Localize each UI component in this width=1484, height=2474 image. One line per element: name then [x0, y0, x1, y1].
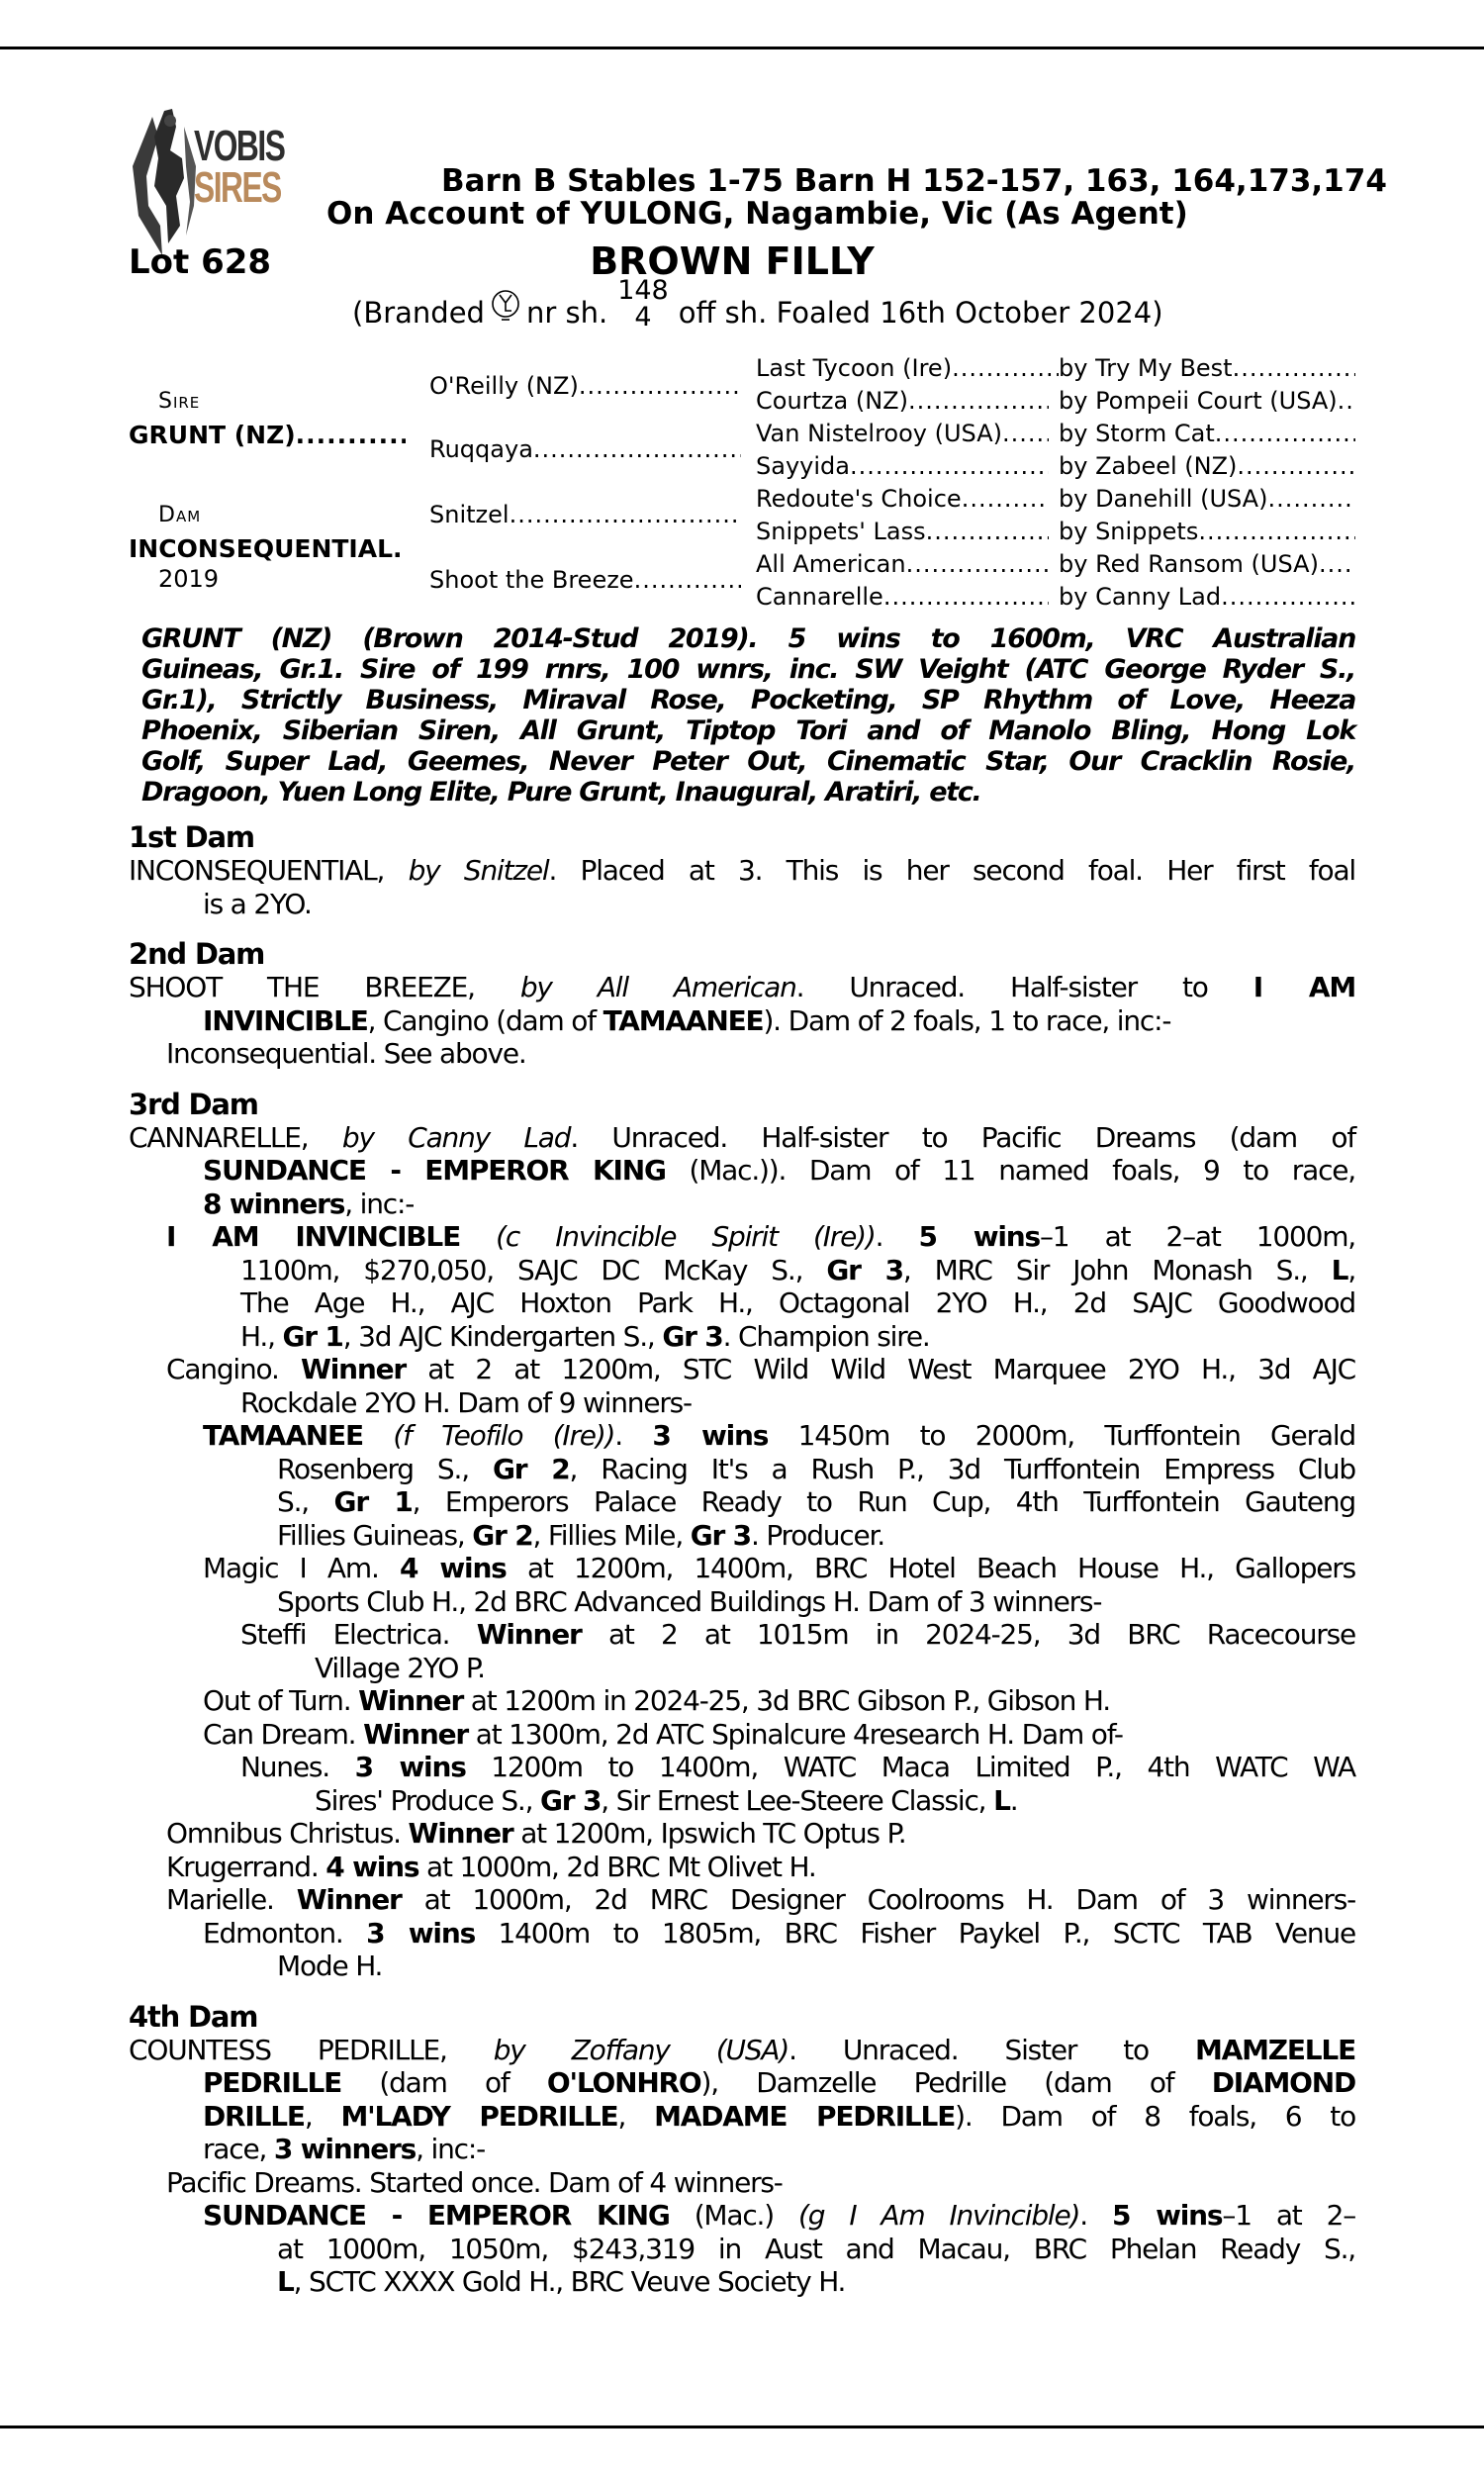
pedigree-text-line: Rockdale 2YO H. Dam of 9 winners-: [240, 1385, 692, 1419]
gen3-sire-by: by Try My Best .....: [1059, 353, 1355, 383]
pedigree-text-line: Cangino. Winner at 2 at 1200m, STC Wild Wild West Marquee 2YO H., 3d AJC: [166, 1353, 1355, 1385]
section-gap: [0, 920, 1484, 937]
pedigree-text-line: Krugerrand. 4 wins at 1000m, 2d BRC Mt Olivet H.: [166, 1850, 816, 1883]
gen3-name: Redoute's Choice .....: [756, 484, 1049, 514]
pedigree-text-line: COUNTESS PEDRILLE, by Zoffany (USA). Unraced. Sister to MAMZELLE: [129, 2033, 1355, 2066]
barn-stables-line: Barn B Stables 1-75 Barn H 152-157, 163, 164,173,174: [441, 163, 1387, 199]
sire-dam: Ruqqaya .....: [429, 434, 741, 464]
lot-number: Lot 628: [129, 242, 272, 282]
pedigree-text-line: INCONSEQUENTIAL, by Snitzel. Placed at 3. This is her second foal. Her first foal: [129, 854, 1355, 887]
gen3-name: Last Tycoon (Ire) .....: [756, 353, 1059, 383]
pedigree-text-line: H., Gr 1, 3d AJC Kindergarten S., Gr 3. Champion sire.: [240, 1319, 930, 1353]
dam-foaled-year: 2019: [158, 565, 220, 593]
pedigree-text-line: INVINCIBLE, Cangino (dam of TAMAANEE). Dam of 2 foals, 1 to race, inc:-: [203, 1003, 1171, 1037]
pedigree-text-line: Inconsequential. See above.: [166, 1037, 526, 1070]
gen3-name: Van Nistelrooy (USA) .....: [756, 419, 1049, 448]
gen3-name: Sayyida .....: [756, 451, 1049, 481]
pedigree-text-line: Omnibus Christus. Winner at 1200m, Ipswich TC Optus P.: [166, 1817, 906, 1850]
gen3-name: Cannarelle .....: [756, 582, 1049, 612]
lot-title: BROWN FILLY: [590, 239, 875, 283]
pedigree-text-line: Pacific Dreams. Started once. Dam of 4 winners-: [166, 2165, 783, 2199]
sire-summary-line: Dragoon, Yuen Long Elite, Pure Grunt, Inaugural, Aratiri, etc.: [141, 777, 981, 808]
dam-heading: 4th Dam: [129, 1999, 258, 2034]
sire-summary-line: Phoenix, Siberian Siren, All Grunt, Tiptop Tori and of Manolo Bling, Hong Lok: [141, 715, 1355, 746]
gen3-name: All American .....: [756, 549, 1049, 579]
pedigree-text-line: TAMAANEE (f Teofilo (Ire)). 3 wins 1450m to 2000m, Turffontein Gerald: [203, 1419, 1356, 1452]
gen3-sire-by: by Pompeii Court (USA) .....: [1059, 386, 1355, 416]
gen3-sire-by: by Zabeel (NZ) .....: [1059, 451, 1355, 481]
section-gap: [0, 1071, 1484, 1088]
pedigree-text-line: PEDRILLE (dam of O'LONHRO), Damzelle Pedrille (dam of DIAMOND: [203, 2066, 1355, 2099]
fraction-top: 148: [617, 275, 669, 306]
dam-heading: 2nd Dam: [129, 937, 265, 971]
logo-vobis-text: VOBIS: [194, 122, 285, 170]
sire-summary: [141, 623, 1355, 808]
horse-rider-icon: [125, 107, 204, 265]
brand-number-fraction: [617, 277, 669, 331]
branded-near-side: nr sh.: [525, 296, 608, 330]
pedigree-text-line: L, SCTC XXXX Gold H., BRC Veuve Society H.: [277, 2265, 846, 2298]
gen3-name: Snippets' Lass .....: [756, 517, 1049, 546]
pedigree-text-line: S., Gr 1, Emperors Palace Ready to Run Cup, 4th Turffontein Gauteng: [277, 1485, 1355, 1518]
top-rule: [0, 47, 1484, 49]
pedigree-text-line: 8 winners, inc:-: [203, 1187, 415, 1220]
section-gap: [0, 1983, 1484, 2000]
gen3-sire-by: by Danehill (USA) .....: [1059, 484, 1355, 514]
pedigree-text-line: race, 3 winners, inc:-: [203, 2133, 485, 2165]
logo-sires-text: SIRES: [194, 163, 281, 212]
sire-summary-line: Gr.1), Strictly Business, Miraval Rose, Pocketing, SP Rhythm of Love, Heeza: [141, 685, 1355, 715]
pedigree-text-line: Sports Club H., 2d BRC Advanced Buildings H. Dam of 3 winners-: [277, 1584, 1102, 1618]
pedigree-text-line: Sires' Produce S., Gr 3, Sir Ernest Lee-Steere Classic, L.: [315, 1783, 1018, 1817]
brand-mark-icon: [491, 289, 520, 323]
pedigree-text-line: Fillies Guineas, Gr 2, Fillies Mile, Gr 3. Producer.: [277, 1518, 884, 1552]
pedigree-text-line: SUNDANCE - EMPEROR KING (Mac.)). Dam of 11 named foals, 9 to race,: [203, 1154, 1356, 1187]
pedigree-text-line: SUNDANCE - EMPEROR KING (Mac.) (g I Am Invincible). 5 wins–1 at 2–: [203, 2199, 1356, 2232]
dam-dam: Shoot the Breeze .....: [429, 565, 741, 595]
pedigree-text-line: Can Dream. Winner at 1300m, 2d ATC Spinalcure 4research H. Dam of-: [203, 1717, 1123, 1751]
pedigree-text-line: Magic I Am. 4 wins at 1200m, 1400m, BRC Hotel Beach House H., Gallopers: [203, 1552, 1355, 1584]
gen3-name: Courtza (NZ) .....: [756, 386, 1049, 416]
sire-summary-line: Golf, Super Lad, Geemes, Never Peter Out, Cinematic Star, Our Cracklin Rosie,: [141, 746, 1355, 777]
fraction-bottom: 4: [634, 302, 652, 333]
dam-sire: Snitzel .....: [429, 500, 741, 529]
bottom-rule: [0, 2426, 1484, 2428]
dam-heading: 3rd Dam: [129, 1087, 258, 1121]
pedigree-text-line: The Age H., AJC Hoxton Park H., Octagonal 2YO H., 2d SAJC Goodwood: [240, 1286, 1355, 1319]
sire-label: Sire: [158, 389, 201, 414]
pedigree-text-line: Rosenberg S., Gr 2, Racing It's a Rush P., 3d Turffontein Empress Club: [277, 1452, 1355, 1485]
pedigree-text-line: at 1000m, 1050m, $243,319 in Aust and Macau, BRC Phelan Ready S.,: [277, 2232, 1355, 2265]
branded-suffix: off sh. Foaled 16th October 2024): [678, 296, 1163, 330]
dam-heading: 1st Dam: [129, 820, 254, 854]
brand-details: [352, 275, 1163, 336]
pedigree-text-line: CANNARELLE, by Canny Lad. Unraced. Half-sister to Pacific Dreams (dam of: [129, 1120, 1355, 1154]
pedigree-text-line: Mode H.: [277, 1950, 383, 1982]
gen3-sire-by: by Storm Cat .....: [1059, 419, 1355, 448]
pedigree-text-line: Marielle. Winner at 1000m, 2d MRC Designer Coolrooms H. Dam of 3 winners-: [166, 1883, 1355, 1916]
branded-prefix: (Branded: [352, 296, 485, 330]
pedigree-text-line: Steffi Electrica. Winner at 2 at 1015m in 2024-25, 3d BRC Racecourse: [240, 1618, 1355, 1651]
pedigree-text-line: SHOOT THE BREEZE, by All American. Unraced. Half-sister to I AM: [129, 971, 1355, 1003]
dam-name: INCONSEQUENTIAL .....: [129, 534, 406, 564]
sire-summary-line: GRUNT (NZ) (Brown 2014-Stud 2019). 5 wins to 1600m, VRC Australian: [141, 623, 1355, 654]
sire-name: GRUNT (NZ) .....: [129, 421, 406, 450]
sire-sire: O'Reilly (NZ) .....: [429, 371, 741, 401]
pedigree-text-line: DRILLE, M'LADY PEDRILLE, MADAME PEDRILLE). Dam of 8 foals, 6 to: [203, 2099, 1356, 2133]
pedigree-text-line: I AM INVINCIBLE (c Invincible Spirit (Ire)). 5 wins–1 at 2–at 1000m,: [166, 1220, 1355, 1253]
pedigree-text-line: is a 2YO.: [203, 887, 312, 920]
pedigree-text-line: Village 2YO P.: [315, 1651, 485, 1684]
vobis-sires-logo: [125, 107, 315, 265]
gen3-sire-by: by Red Ransom (USA) .....: [1059, 549, 1355, 579]
sire-summary-line: Guineas, Gr.1. Sire of 199 rnrs, 100 wnrs, inc. SW Veight (ATC George Ryder S.,: [141, 654, 1355, 685]
vendor-account-line: On Account of YULONG, Nagambie, Vic (As Agent): [326, 196, 1188, 232]
pedigree-text-line: 1100m, $270,050, SAJC DC McKay S., Gr 3, MRC Sir John Monash S., L,: [240, 1253, 1356, 1286]
dam-pedigree-sections: [0, 820, 1484, 2299]
gen3-sire-by: by Canny Lad .....: [1059, 582, 1355, 612]
pedigree-text-line: Edmonton. 3 wins 1400m to 1805m, BRC Fisher Paykel P., SCTC TAB Venue: [203, 1916, 1355, 1950]
pedigree-text-line: Nunes. 3 wins 1200m to 1400m, WATC Maca Limited P., 4th WATC WA: [240, 1751, 1355, 1783]
gen3-sire-by: by Snippets .....: [1059, 517, 1355, 546]
dam-label: Dam: [158, 503, 202, 527]
pedigree-text-line: Out of Turn. Winner at 1200m in 2024-25, 3d BRC Gibson P., Gibson H.: [203, 1684, 1110, 1717]
